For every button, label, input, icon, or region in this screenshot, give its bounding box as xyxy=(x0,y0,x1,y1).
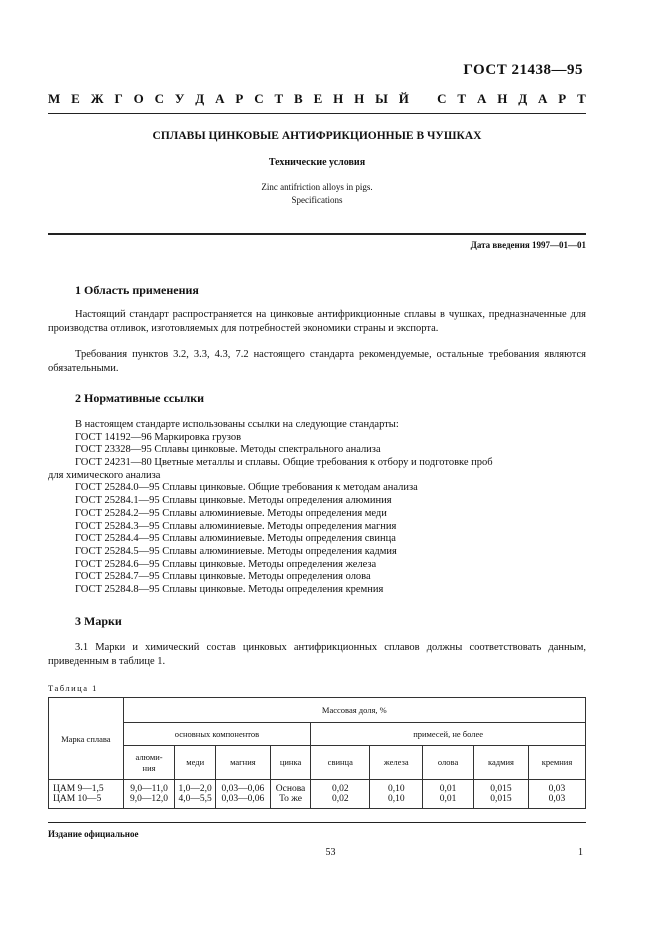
banner-letter: С xyxy=(254,91,264,106)
document-subtitle: Технические условия xyxy=(268,157,366,168)
reference-item: ГОСТ 25284.7—95 Сплавы цинковые. Методы определения олова xyxy=(75,571,371,582)
col-silicon: кремния xyxy=(528,746,585,780)
banner-letter: Т xyxy=(457,91,467,106)
table-1-caption: Таблица 1 xyxy=(48,683,98,693)
banner-letter: Т xyxy=(274,91,284,106)
top-rule xyxy=(48,113,586,114)
introduction-date: Дата введения 1997—01—01 xyxy=(470,240,586,250)
section-3-paragraph-1: 3.1 Марки и химический состав цинковых антифрикционных сплавов должны соответствовать данным, приведенным в таблице 1. xyxy=(48,642,586,667)
banner-letter: Н xyxy=(333,91,344,106)
col-iron: железа xyxy=(370,746,423,780)
main-components-header: основных компонентов xyxy=(123,723,311,746)
section-1-heading: 1 Область применения xyxy=(75,283,199,297)
banner-letter: Ы xyxy=(375,91,388,106)
banner-letter: О xyxy=(133,91,144,106)
banner-letter: С xyxy=(154,91,164,106)
banner-letter: А xyxy=(476,91,487,106)
english-title xyxy=(48,181,586,207)
banner-letter: Р xyxy=(558,91,567,106)
footer-rule xyxy=(48,822,586,823)
english-title-line-1: Zinc antifriction alloys in pigs. xyxy=(261,182,373,192)
section-1-paragraph-1: Настоящий стандарт распространяется на цинковые антифрикционные сплавы в чушках, предназначенные для производства отливок, изготовляемых для потребностей экономики страны и экспорта. xyxy=(48,309,586,334)
banner-letter: Ж xyxy=(90,91,104,106)
reference-item: ГОСТ 25284.6—95 Сплавы цинковые. Методы определения железа xyxy=(75,559,377,570)
table-cell: 0,01 0,01 xyxy=(423,780,474,809)
reference-item: ГОСТ 25284.1—95 Сплавы цинковые. Методы определения алюминия xyxy=(75,495,392,506)
table-cell: 0,03 0,03 xyxy=(528,780,585,809)
table-cell: 0,03—0,06 0,03—0,06 xyxy=(215,780,270,809)
banner-letter: А xyxy=(538,91,548,106)
reference-item: ГОСТ 25284.0—95 Сплавы цинковые. Общие требования к методам анализа xyxy=(75,482,418,493)
table-cell: 0,10 0,10 xyxy=(370,780,423,809)
banner-letter: С xyxy=(437,91,447,106)
col-cadmium: кадмия xyxy=(473,746,528,780)
references-intro: В настоящем стандарте использованы ссылки на следующие стандарты: xyxy=(75,419,399,430)
table-cell: 0,015 0,015 xyxy=(473,780,528,809)
grade-column-header: Марка сплава xyxy=(49,698,124,780)
english-title-line-2: Specifications xyxy=(291,195,343,205)
reference-item: ГОСТ 25284.2—95 Сплавы алюминиевые. Методы определения меди xyxy=(75,508,387,519)
col-copper: меди xyxy=(175,746,215,780)
col-tin: олова xyxy=(423,746,474,780)
banner-letter: У xyxy=(174,91,185,106)
banner-letter xyxy=(420,91,427,107)
section-1-paragraph-2: Требования пунктов 3.2, 3.3, 4.3, 7.2 настоящего стандарта рекомендуемые, остальные требования являются обязательными. xyxy=(48,349,586,374)
table-cell: 1,0—2,0 4,0—5,5 xyxy=(175,780,215,809)
page-number: 53 xyxy=(325,847,336,858)
banner-letter: Т xyxy=(577,91,586,106)
reference-item: ГОСТ 14192—96 Маркировка грузов xyxy=(75,432,242,443)
banner-letter: Г xyxy=(114,91,123,106)
col-magnesium: магния xyxy=(215,746,270,780)
gost-number: ГОСТ 21438—95 xyxy=(463,62,583,78)
col-zinc: цинка xyxy=(270,746,310,780)
reference-item: ГОСТ 25284.8—95 Сплавы цинковые. Методы определения кремния xyxy=(75,584,384,595)
banner-letter: Р xyxy=(235,91,244,106)
reference-item: ГОСТ 25284.4—95 Сплавы алюминиевые. Методы определения свинца xyxy=(75,533,396,544)
banner-letter: Е xyxy=(313,91,323,106)
mass-fraction-header: Массовая доля, % xyxy=(123,698,585,723)
section-2-heading: 2 Нормативные ссылки xyxy=(75,391,205,405)
table-cell: 0,02 0,02 xyxy=(311,780,370,809)
table-1 xyxy=(48,697,586,809)
banner-letter: Д xyxy=(195,91,205,106)
banner-letter: А xyxy=(215,91,225,106)
banner-letter: В xyxy=(294,91,303,106)
table-cell: Основа То же xyxy=(270,780,310,809)
reference-item: ГОСТ 25284.3—95 Сплавы алюминиевые. Методы определения магния xyxy=(75,521,397,532)
reference-item: ГОСТ 23328—95 Сплавы цинковые. Методы спектрального анализа xyxy=(75,444,381,455)
reference-item: ГОСТ 25284.5—95 Сплавы алюминиевые. Методы определения кадмия xyxy=(75,546,397,557)
official-edition-note: Издание официальное xyxy=(48,829,139,839)
section-3-heading: 3 Марки xyxy=(75,614,122,628)
banner-letter: Н xyxy=(354,91,365,106)
banner-letter: Е xyxy=(71,91,80,106)
reference-item: ГОСТ 24231—80 Цветные металлы и сплавы. Общие требования к отбору и подготовке проб xyxy=(75,457,493,468)
reference-item-continuation: для химического анализа xyxy=(48,470,161,481)
col-aluminium: алюми-ния xyxy=(123,746,175,780)
banner-letter: Й xyxy=(398,91,409,106)
interstate-standard-banner xyxy=(48,91,586,107)
banner-letter: Н xyxy=(497,91,508,106)
document-title: СПЛАВЫ ЦИНКОВЫЕ АНТИФРИКЦИОННЫЕ В ЧУШКАХ xyxy=(152,130,482,142)
banner-letter: Д xyxy=(518,91,528,106)
impurities-header: примесей, не более xyxy=(311,723,586,746)
table-cell: 9,0—11,0 9,0—12,0 xyxy=(123,780,175,809)
banner-letter: М xyxy=(48,91,61,106)
header-rule xyxy=(48,233,586,235)
col-lead: свинца xyxy=(311,746,370,780)
issue-number: 1 xyxy=(578,847,583,858)
table-cell-grade: ЦАМ 9—1,5 ЦАМ 10—5 xyxy=(49,780,124,809)
